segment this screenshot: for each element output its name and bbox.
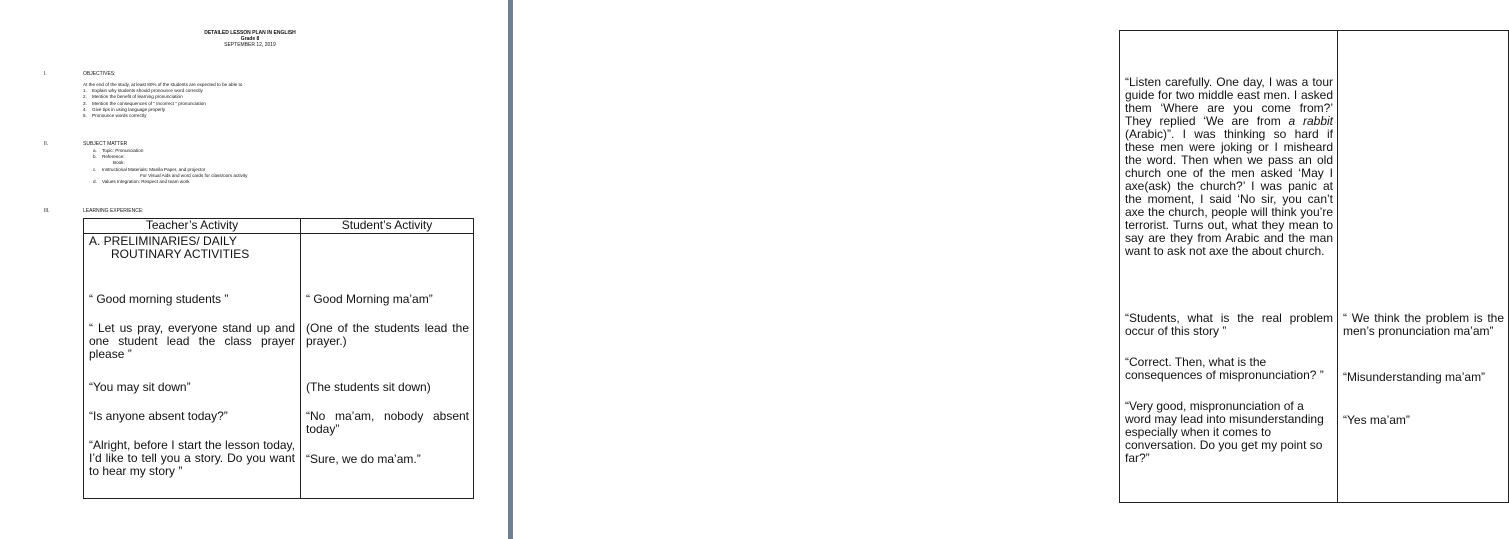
section-title-subject: SUBJECT MATTER bbox=[83, 141, 128, 147]
student-activity-column-continued bbox=[1338, 31, 1509, 503]
section-number-objectives: I. bbox=[44, 71, 47, 77]
section-number-learning: III. bbox=[44, 208, 50, 214]
subject-letter: c. bbox=[93, 166, 97, 172]
student-line: “Misunderstanding ma’am” bbox=[1343, 370, 1486, 384]
teacher-line: “ Let us pray, everyone stand up and one student lead the class prayer please ” bbox=[89, 321, 295, 361]
student-line: (One of the students lead the prayer.) bbox=[306, 321, 469, 348]
objective-number: 3. bbox=[83, 100, 87, 106]
teacher-line: “Correct. Then, what is the consequences of mispronunciation? ” bbox=[1125, 355, 1324, 382]
objective-item bbox=[83, 113, 343, 119]
section-number-subject: II. bbox=[44, 141, 49, 147]
subject-text: Topic: Pronunciation bbox=[102, 148, 144, 153]
subject-book: Book: bbox=[113, 160, 125, 166]
right-page bbox=[513, 0, 1504, 539]
subject-text: Values Integration: Respect and team work bbox=[102, 179, 190, 185]
date-label: SEPTEMBER 12, 2019 bbox=[224, 42, 276, 48]
teacher-line: “Very good, mispronunciation of a word may lead into misunderstanding especially when it comes to conversation. Do you get my point so far?” bbox=[1125, 399, 1324, 465]
teacher-line: “ Good morning students ” bbox=[89, 292, 229, 306]
story-text: “Listen carefully. One day, I was a tour guide for two middle east men. I asked them ‘Where are you come from?’ They replied ‘We are from bbox=[1125, 75, 1333, 128]
preliminaries-line2: ROUTINARY ACTIVITIES bbox=[111, 247, 250, 261]
objective-text: Explain why students should pronounce word correctly bbox=[92, 88, 203, 94]
teacher-activity-header: Teacher’s Activity bbox=[84, 219, 301, 234]
subject-text: Reference: bbox=[102, 154, 125, 160]
section-title-learning: LEARNING EXPERIENCE: bbox=[83, 208, 144, 214]
grade-label: Grade 8 bbox=[240, 36, 260, 42]
document-title: DETAILED LESSON PLAN IN ENGLISH bbox=[204, 30, 296, 36]
teacher-line: “You may sit down” bbox=[89, 380, 191, 394]
left-page bbox=[0, 0, 508, 539]
student-line: “ We think the problem is the men’s pronunciation ma’am” bbox=[1343, 311, 1504, 338]
teacher-activity-column bbox=[84, 234, 301, 499]
objective-number: 1. bbox=[83, 88, 87, 94]
subject-item-values bbox=[93, 179, 323, 185]
story-paragraph bbox=[1125, 76, 1333, 258]
objective-text: Mention the benefit of learning pronunciation bbox=[92, 94, 183, 100]
section-title-objectives: OBJECTIVES: bbox=[83, 71, 116, 77]
document-header bbox=[150, 30, 350, 48]
teacher-activity-column-continued bbox=[1120, 31, 1338, 503]
student-line: “No ma’am, nobody absent today” bbox=[306, 409, 469, 436]
objective-text: Give tips in using language properly bbox=[92, 106, 166, 112]
preliminaries-heading bbox=[89, 235, 295, 261]
objectives-intro: At the end of the study, at least 80% of the students are expected to be able to : bbox=[83, 82, 245, 87]
story-text: (Arabic)”. I was thinking so hard if these men were joking or I misheard the word. Then when we pass an old church one of the men asked ‘May I axe(ask) the church?’ I was panic at the moment, I said ‘No sir, you can’t axe the church, people will think you’re terrorist. Turns out, what they mean to say are they from Arabic and the man want to ask not axe the about church. bbox=[1125, 127, 1333, 258]
objective-number: 5. bbox=[83, 113, 87, 119]
student-line: (The students sit down) bbox=[306, 380, 431, 394]
activity-table-left bbox=[83, 218, 474, 499]
objective-number: 4. bbox=[83, 106, 87, 112]
objective-text: Mention the consequences of " Incorrect " pronunciation bbox=[92, 100, 206, 106]
teacher-line: “Is anyone absent today?” bbox=[89, 409, 228, 423]
activity-table-right bbox=[1119, 30, 1509, 503]
subject-text: Instructional Materials: Manila Paper, and projector bbox=[102, 166, 206, 172]
teacher-line: “Alright, before I start the lesson today, I’d like to tell you a story. Do you want to hear my story ” bbox=[89, 438, 295, 478]
subject-matter-list bbox=[93, 148, 323, 185]
student-line: “Sure, we do ma’am.” bbox=[306, 452, 421, 466]
student-activity-header: Student’s Activity bbox=[301, 219, 474, 234]
subject-letter: d. bbox=[93, 179, 97, 185]
student-line: “Yes ma’am” bbox=[1343, 413, 1410, 427]
objectives-list bbox=[83, 82, 343, 119]
teacher-line: “Students, what is the real problem occur of this story ” bbox=[1125, 311, 1333, 338]
student-activity-column bbox=[301, 234, 474, 499]
objective-number: 2. bbox=[83, 94, 87, 100]
subject-letter: b. bbox=[93, 154, 97, 160]
preliminaries-line1: A. PRELIMINARIES/ DAILY bbox=[89, 234, 237, 248]
student-line: “ Good Morning ma’am” bbox=[306, 292, 433, 306]
subject-letter: a. bbox=[93, 148, 97, 153]
subject-visual-aids: For Visual Aids and word cards for classroom activity bbox=[140, 172, 248, 178]
objective-text: Pronounce words correctly bbox=[92, 113, 147, 119]
story-italic-text: a rabbit bbox=[1288, 114, 1333, 128]
